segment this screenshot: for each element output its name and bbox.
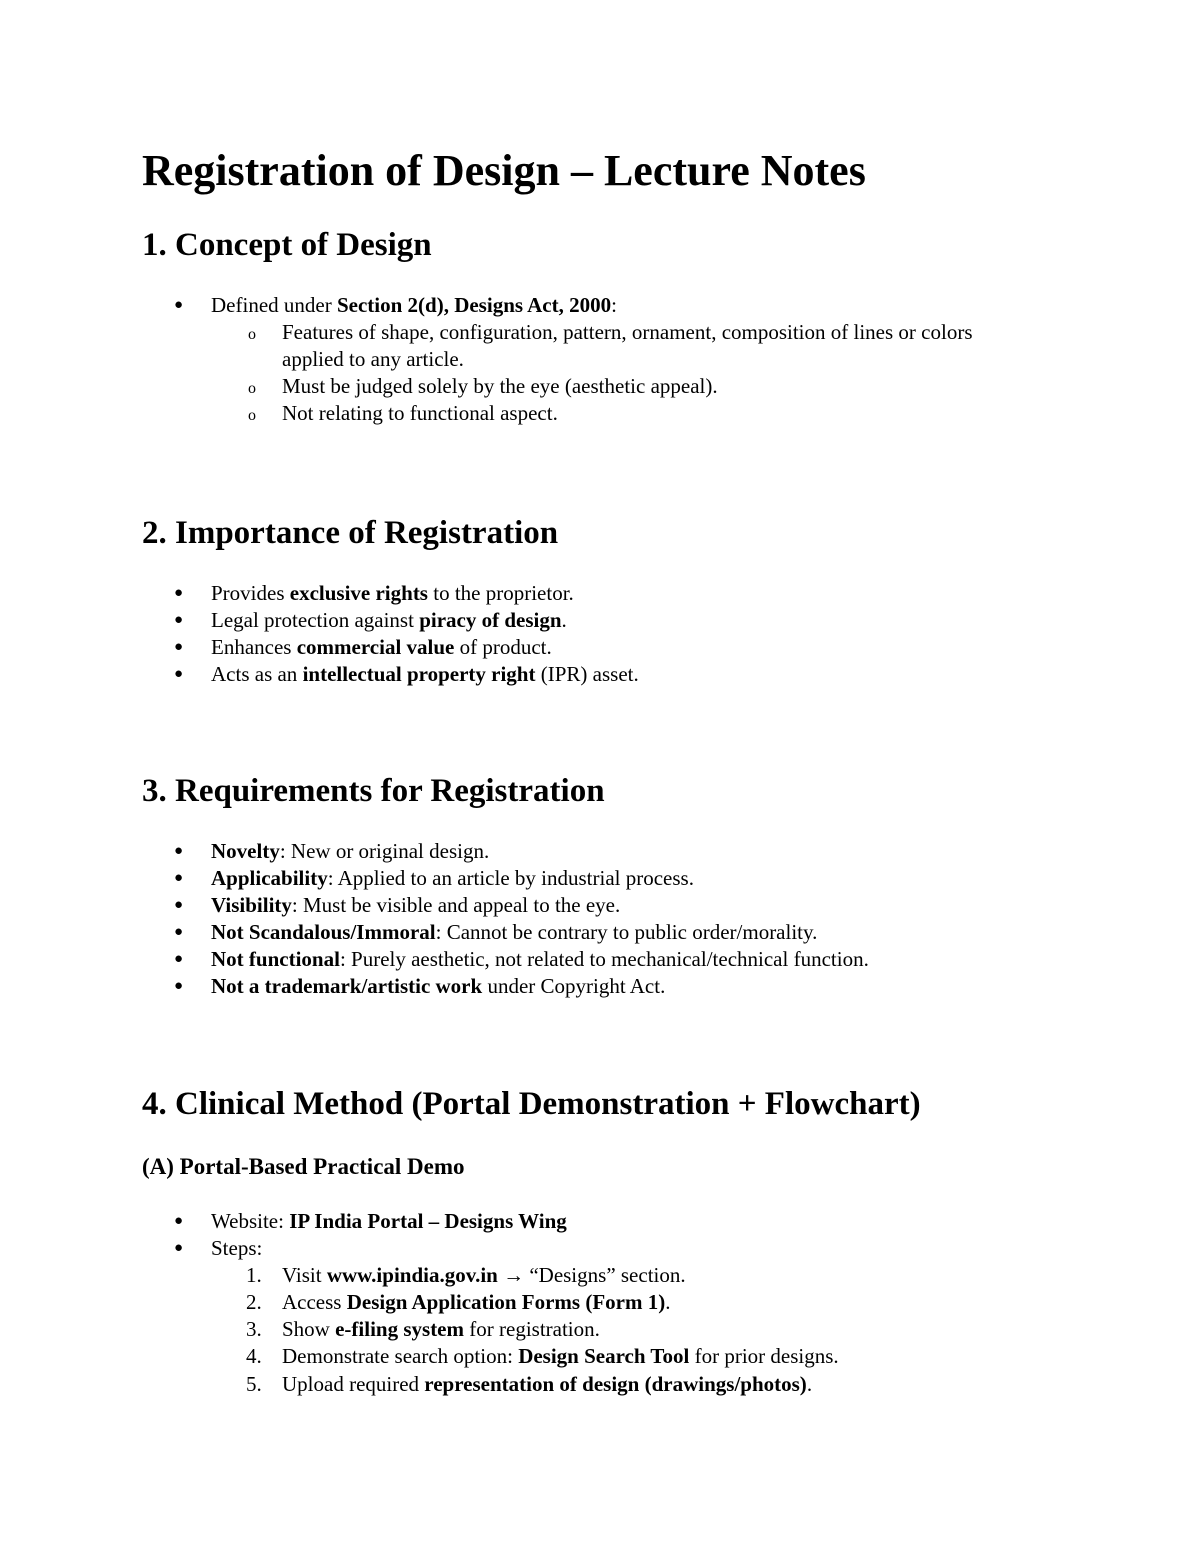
sub-list-item: Not relating to functional aspect. <box>282 401 558 425</box>
sub-bullet-icon: o <box>248 326 256 343</box>
list-item: Not Scandalous/Immoral: Cannot be contrary to public order/morality. <box>211 920 818 944</box>
bullet-icon: ● <box>174 978 184 994</box>
bullet-icon: ● <box>174 666 184 682</box>
step-item: Show e-filing system for registration. <box>282 1317 600 1341</box>
list-item: Applicability: Applied to an article by industrial process. <box>211 866 694 890</box>
step-number: 5. <box>246 1372 262 1396</box>
list-item: Not a trademark/artistic work under Copyright Act. <box>211 974 666 998</box>
sub-bullet-icon: o <box>248 380 256 397</box>
list-item: Provides exclusive rights to the proprietor. <box>211 581 574 605</box>
step-number: 4. <box>246 1344 262 1368</box>
step-item: Upload required representation of design (drawings/photos). <box>282 1372 813 1396</box>
section-4a-subheading: (A) Portal-Based Practical Demo <box>142 1154 465 1179</box>
bullet-icon: ● <box>174 924 184 940</box>
section-2-heading: 2. Importance of Registration <box>142 515 559 551</box>
list-item: Acts as an intellectual property right (IPR) asset. <box>211 662 639 686</box>
bullet-icon: ● <box>174 1213 184 1229</box>
bullet-icon: ● <box>174 1240 184 1256</box>
sub-bullet-icon: o <box>248 407 256 424</box>
step-number: 1. <box>246 1263 262 1287</box>
step-item: Demonstrate search option: Design Search Tool for prior designs. <box>282 1344 839 1368</box>
section-4-heading: 4. Clinical Method (Portal Demonstration + Flowchart) <box>142 1086 921 1122</box>
section-3-heading: 3. Requirements for Registration <box>142 773 605 809</box>
bullet-icon: ● <box>174 639 184 655</box>
sub-list-item-continuation: applied to any article. <box>282 347 464 371</box>
sub-list-item: Features of shape, configuration, pattern, ornament, composition of lines or colors <box>282 320 973 344</box>
bullet-icon: ● <box>174 297 184 313</box>
bullet-icon: ● <box>174 843 184 859</box>
list-item: Enhances commercial value of product. <box>211 635 552 659</box>
bullet-icon: ● <box>174 897 184 913</box>
step-number: 2. <box>246 1290 262 1314</box>
list-item: Steps: <box>211 1236 263 1260</box>
sub-list-item: Must be judged solely by the eye (aesthetic appeal). <box>282 374 718 398</box>
list-item: Not functional: Purely aesthetic, not related to mechanical/technical function. <box>211 947 869 971</box>
document-title: Registration of Design – Lecture Notes <box>142 146 866 195</box>
step-item: Access Design Application Forms (Form 1). <box>282 1290 671 1314</box>
bullet-icon: ● <box>174 870 184 886</box>
list-item: Defined under Section 2(d), Designs Act, 2000: <box>211 293 617 317</box>
bullet-icon: ● <box>174 612 184 628</box>
list-item: Legal protection against piracy of design. <box>211 608 567 632</box>
step-number: 3. <box>246 1317 262 1341</box>
list-item: Website: IP India Portal – Designs Wing <box>211 1209 567 1233</box>
bullet-icon: ● <box>174 951 184 967</box>
list-item: Visibility: Must be visible and appeal to the eye. <box>211 893 621 917</box>
list-item: Novelty: New or original design. <box>211 839 490 863</box>
bullet-icon: ● <box>174 585 184 601</box>
section-1-heading: 1. Concept of Design <box>142 227 432 263</box>
step-item: Visit www.ipindia.gov.in → “Designs” section. <box>282 1263 686 1287</box>
